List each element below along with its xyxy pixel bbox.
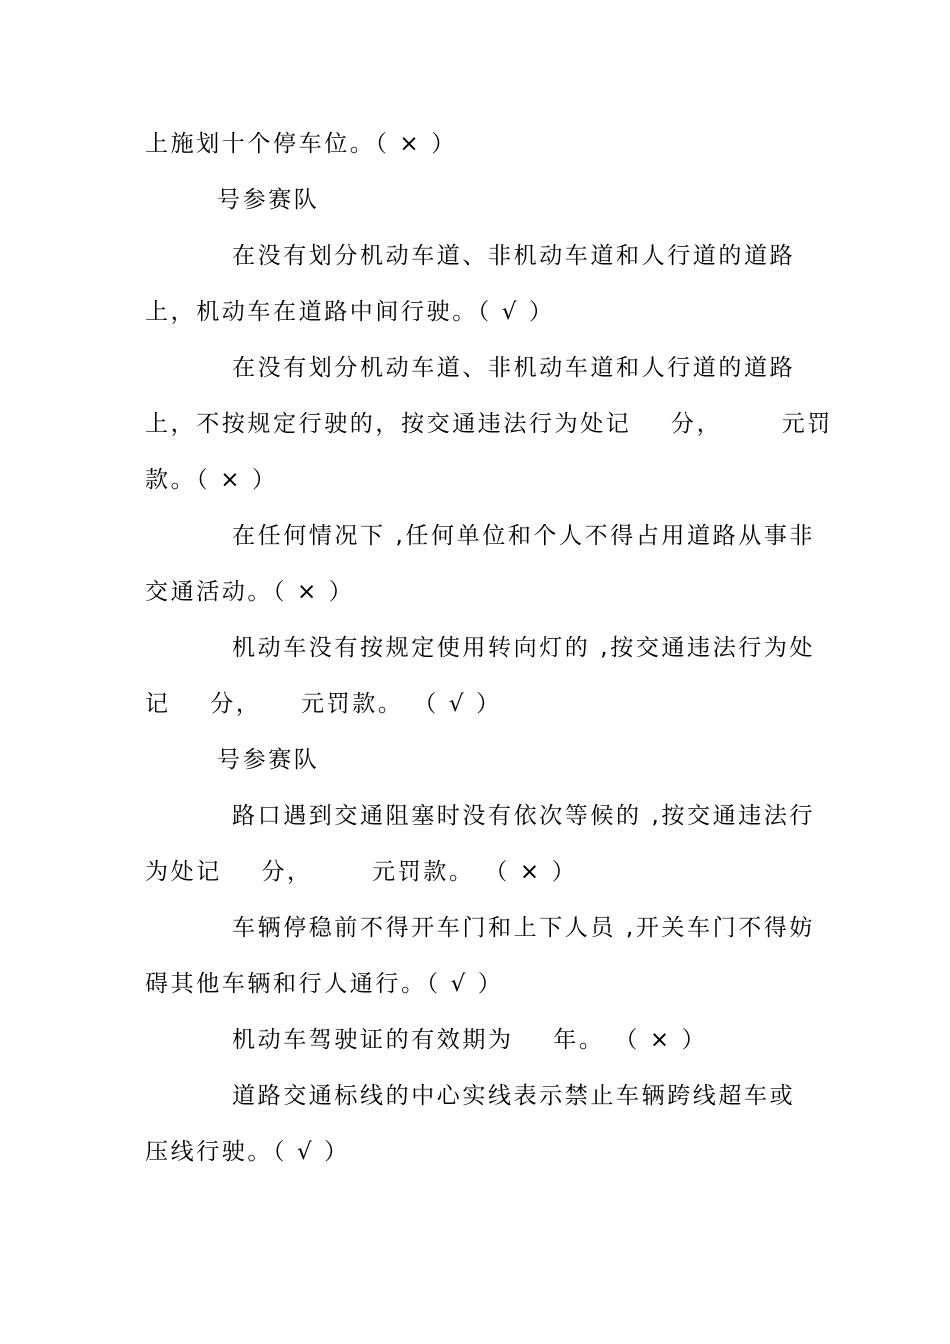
text-line: 路口遇到交通阻塞时没有依次等候的 ,按交通违法行: [232, 803, 816, 829]
text-line: 在没有划分机动车道、非机动车道和人行道的道路: [232, 243, 796, 269]
text-line: 记 分， 元罚款。 （ √ ）: [145, 691, 502, 717]
text-line: 在任何情况下 ,任何单位和个人不得占用道路从事非: [232, 523, 816, 549]
text-line: 机动车没有按规定使用转向灯的 ,按交通违法行为处: [232, 635, 816, 661]
text-line: 款。（ × ）: [145, 467, 278, 493]
team-label: 号参赛队: [217, 747, 320, 773]
text-line: 交通活动。（ × ）: [145, 579, 355, 605]
text-line: 上，不按规定行驶的，按交通违法行为处记 分， 元罚: [145, 411, 833, 437]
text-line: 压线行驶。（ √ ）: [145, 1139, 350, 1165]
text-line: 上施划十个停车位。（ × ）: [145, 131, 457, 157]
text-line: 道路交通标线的中心实线表示禁止车辆跨线超车或: [232, 1083, 796, 1109]
text-line: 上，机动车在道路中间行驶。（ √ ）: [145, 299, 555, 325]
text-line: 车辆停稳前不得开车门和上下人员 ,开关车门不得妨: [232, 915, 816, 941]
text-line: 碍其他车辆和行人通行。（ √ ）: [145, 971, 504, 997]
team-label: 号参赛队: [217, 187, 320, 213]
text-line: 机动车驾驶证的有效期为 年。 （ × ）: [232, 1027, 708, 1053]
text-line: 在没有划分机动车道、非机动车道和人行道的道路: [232, 355, 796, 381]
text-line: 为处记 分， 元罚款。 （ × ）: [145, 859, 578, 885]
